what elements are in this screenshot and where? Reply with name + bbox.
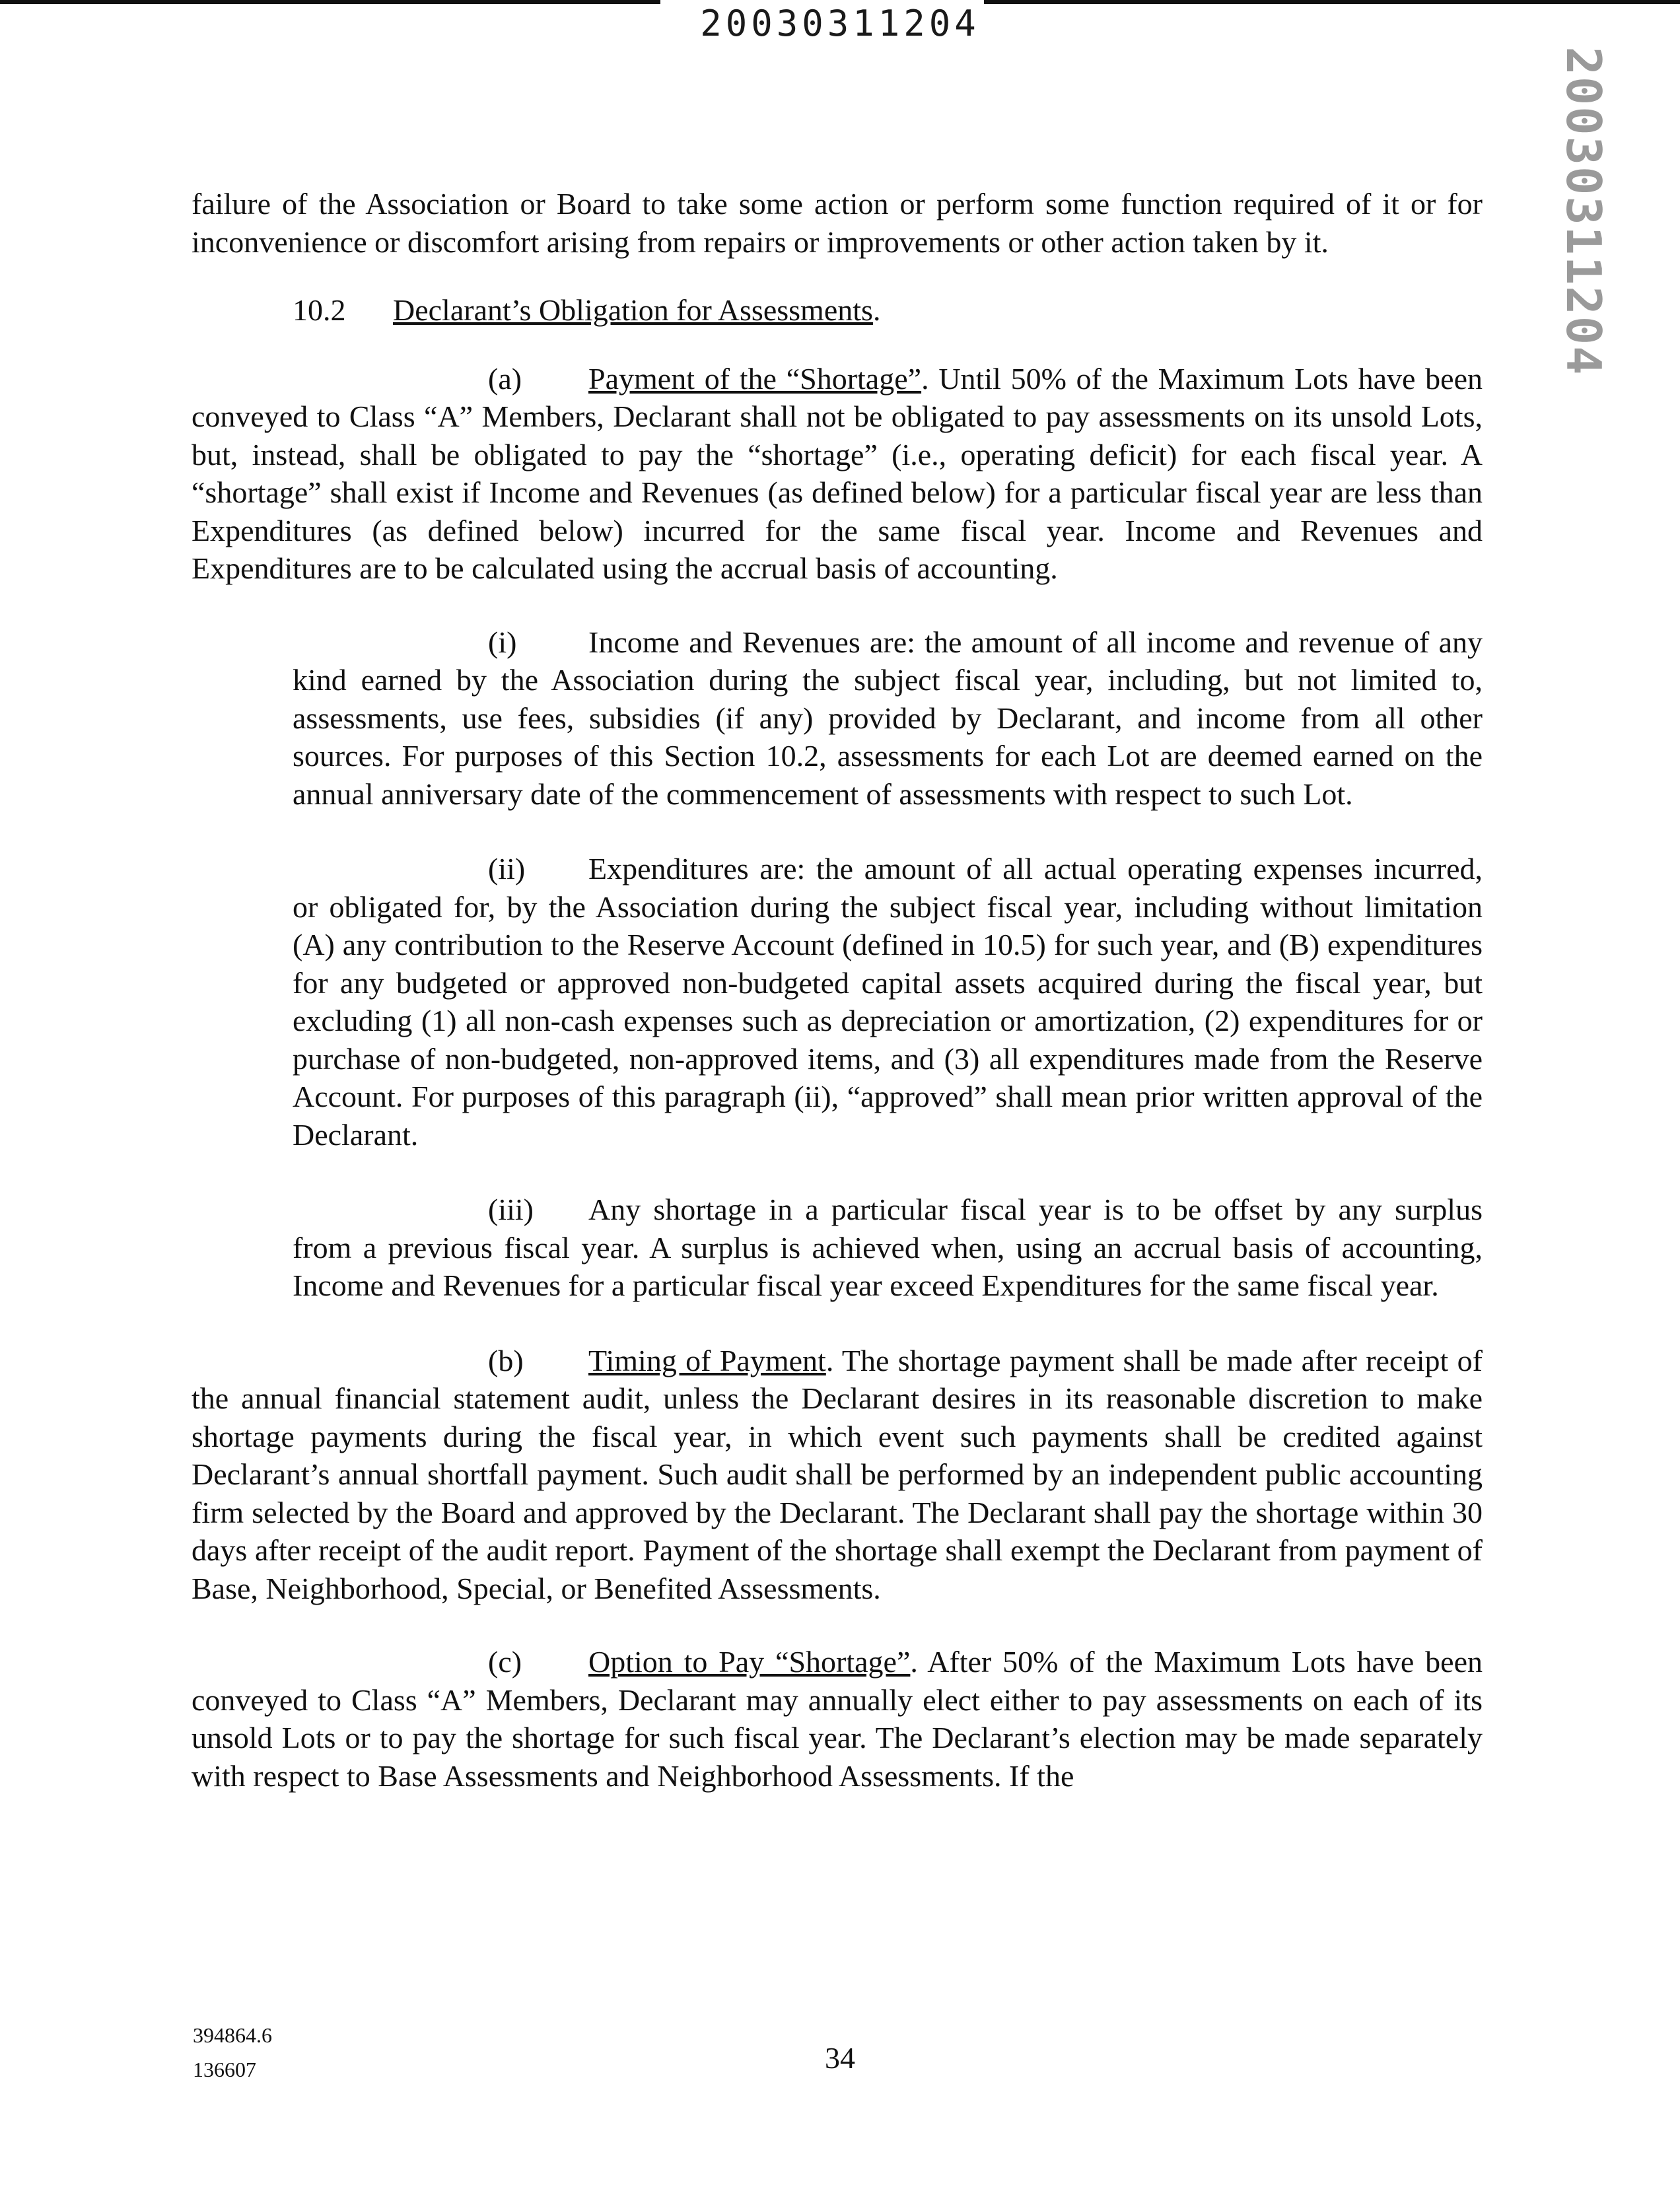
paragraph-c-text: After 50% of the Maximum Lots have been conveyed to Class “A” Members, Declarant may annually elect either to pay assessments on each of its unsold Lots or to pay the shortage for such fiscal year. The Declarant’s election may be made separately with respect to Base Assessments and Neighborhood Assessments. If the (192, 1645, 1483, 1793)
paragraph-i-label: (i) (488, 625, 517, 659)
paragraph-iii-label: (iii) (488, 1193, 534, 1226)
paragraph-b-title: Timing of Payment (588, 1343, 826, 1377)
paragraph-c-title: Option to Pay “Shortage” (588, 1645, 911, 1679)
paragraph-a (192, 360, 1483, 588)
page-number: 34 (825, 2041, 855, 2075)
paragraph-c-title-punct: . (910, 1645, 918, 1679)
intro-paragraph: failure of the Association or Board to take some action or perform some function required of it or for inconvenience or discomfort arising from repairs or improvements or other action taken by it. (192, 187, 1483, 259)
page-body (192, 185, 1483, 1830)
paragraph-a-title-punct: . (921, 361, 929, 396)
paragraph-a-label: (a) (488, 361, 522, 396)
paragraph-ii-text: Expenditures are: the amount of all actual operating expenses incurred, or obligated for, by the Association during the subject fiscal year, including without limitation (A) any contribution to the Reserve Account (defined in 10.5) for such year, and (B) expenditures for any budgeted or approved non-budgeted capital assets acquired during the fiscal year, but excluding (1) all non-cash expenses such as depreciation or amortization, (2) expenditures for or purchase of non-budgeted, non-approved items, and (3) all expenditures made from the Reserve Account. For purposes of this paragraph (ii), “approved” shall mean prior written approval of the Declarant. (293, 852, 1483, 1152)
paragraph-b-label: (b) (488, 1343, 524, 1377)
paragraph-iii-text: Any shortage in a particular fiscal year is to be offset by any surplus from a previous fiscal year. A surplus is achieved when, using an accrual basis of accounting, Income and Revenues for a particular fiscal year exceed Expenditures for the same fiscal year. (293, 1193, 1483, 1302)
footer-doc-id: 394864.6 (193, 2023, 272, 2047)
paragraph-c (192, 1643, 1483, 1795)
paragraph-iii (293, 1191, 1483, 1305)
paragraph-b (192, 1342, 1483, 1608)
side-stamp-text: 20030311204 (1556, 46, 1611, 376)
paragraph-a-title: Payment of the “Shortage” (588, 361, 922, 396)
paragraph-b-title-punct: . (825, 1343, 834, 1377)
paragraph-i (293, 623, 1483, 814)
footer-client-id: 136607 (193, 2058, 256, 2081)
paragraph-ii-label: (ii) (488, 852, 526, 885)
paragraph-i-text: Income and Revenues are: the amount of all income and revenue of any kind earned by the Association during the subject fiscal year, including, but not limited to, assessments, use fees, subsidies (if any) provided by Declarant, and income from all other sources. For purposes of this Section 10.2, assessments for each Lot are deemed earned on the annual anniversary date of the commencement of assessments with respect to such Lot. (293, 625, 1483, 811)
section-title: Declarant’s Obligation for Assessments (393, 293, 873, 327)
paragraph-a-text: Until 50% of the Maximum Lots have been conveyed to Class “A” Members, Declarant shall not be obligated to pay assessments on its unsold Lots, but, instead, shall be obligated to pay the “shortage” (i.e., operating deficit) for each fiscal year. A “shortage” shall exist if Income and Revenues (as defined below) for a particular fiscal year are less than Expenditures (as defined below) incurred for the same fiscal year. Income and Revenues and Expenditures are to be calculated using the accrual basis of accounting. (192, 361, 1483, 585)
section-number: 10.2 (293, 293, 346, 327)
section-title-punct: . (872, 293, 881, 327)
paragraph-ii (293, 850, 1483, 1154)
side-stamp (1544, 46, 1623, 376)
paragraph-b-text: The shortage payment shall be made after receipt of the annual financial statement audit, unless the Declarant desires in its reasonable discretion to make shortage payments during the fiscal year, in which event such payments shall be credited against Declarant’s annual shortfall payment. Such audit shall be performed by an independent public accounting firm selected by the Board and approved by the Declarant. The Declarant shall pay the shortage within 30 days after receipt of the audit report. Payment of the shortage shall exempt the Declarant from payment of Base, Neighborhood, Special, or Benefited Assessments. (192, 1343, 1483, 1605)
section-heading (192, 291, 1483, 330)
document-number: 20030311204 (700, 3, 980, 44)
paragraph-c-label: (c) (488, 1645, 522, 1679)
